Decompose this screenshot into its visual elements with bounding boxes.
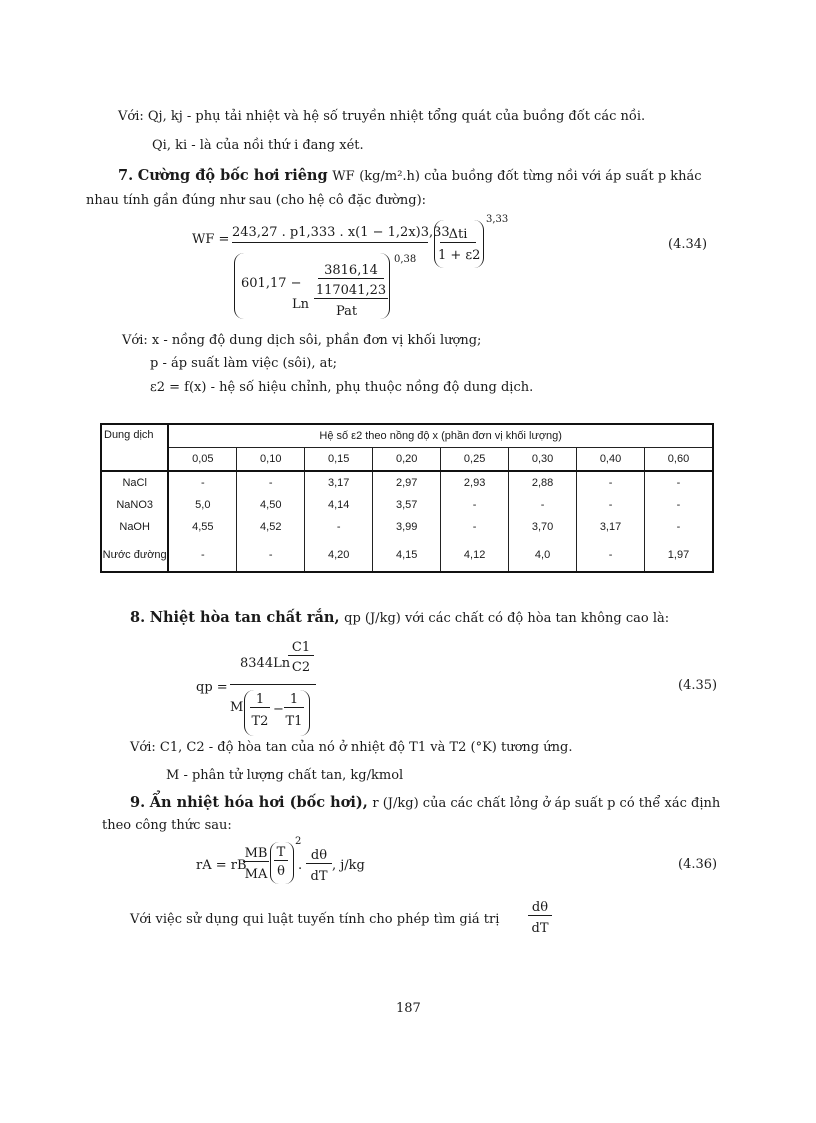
section-8-title: Nhiệt hòa tan chất rắn, xyxy=(149,609,340,626)
section-8-heading xyxy=(130,609,669,626)
eq-436-ma: MA xyxy=(244,867,268,882)
eq-434-number: (4.34) xyxy=(668,237,708,252)
table-cell: 3,70 xyxy=(509,516,577,538)
table-cell: 4,14 xyxy=(305,494,373,516)
section-9-heading xyxy=(130,794,720,811)
intro-line-1: Với: Qj, kj - phụ tải nhiệt và hệ số truyền nhiệt tổng quát của buồng đốt các nồi. xyxy=(118,109,646,124)
eq-435-t2: T2 xyxy=(251,714,269,729)
intro-line-2: Qi, ki - là của nồi thứ i đang xét. xyxy=(152,138,364,153)
eq-436-theta: θ xyxy=(277,864,285,879)
section-9-text-after: r (J/kg) của các chất lỏng ở áp suất p có thể xác định xyxy=(372,796,721,811)
eq-434-den-b: 3816,14 xyxy=(318,263,384,279)
table-col-header: 0,25 xyxy=(441,448,509,472)
table-cell: 4,0 xyxy=(509,538,577,572)
eq-436-left: rA = rB xyxy=(196,858,247,873)
closing-num: dθ xyxy=(528,900,552,916)
section-8-text-after: qp (J/kg) với các chất có độ hòa tan không cao là: xyxy=(344,611,670,626)
section-7-where-3: ε2 = f(x) - hệ số hiệu chỉnh, phụ thuộc nồng độ dung dịch. xyxy=(150,380,534,395)
eq-434-exp333: 3,33 xyxy=(486,214,509,225)
table-col-header: 0,40 xyxy=(577,448,645,472)
eq-434-left: WF = xyxy=(192,232,230,247)
eq-435-one-2: 1 xyxy=(284,692,304,708)
table-cell: 4,55 xyxy=(168,516,236,538)
eq-434-eps: 1 + ε2 xyxy=(438,248,481,263)
table-cell: - xyxy=(305,516,373,538)
eq-436-number: (4.36) xyxy=(678,857,718,872)
table-cell: - xyxy=(577,471,645,494)
table-col-header: 0,10 xyxy=(237,448,305,472)
table-cell: 4,20 xyxy=(305,538,373,572)
eq-435-top: 8344Ln xyxy=(240,656,291,671)
closing-den: dT xyxy=(531,921,549,936)
table-cell: - xyxy=(441,494,509,516)
table-row-label: NaOH xyxy=(101,516,168,538)
table-cell: - xyxy=(645,494,714,516)
section-7-text-line2: nhau tính gần đúng như sau (cho hệ cô đặc đường): xyxy=(86,193,427,208)
eq-435-t1: T1 xyxy=(285,714,303,729)
table-cell: 4,50 xyxy=(237,494,305,516)
section-7-heading xyxy=(118,167,702,184)
eq-435-minus: − xyxy=(273,702,284,717)
table-cell: 4,15 xyxy=(373,538,441,572)
section-9-text-line2: theo công thức sau: xyxy=(102,818,232,833)
table-cell: 4,12 xyxy=(441,538,509,572)
section-8-where-2: M - phân tử lượng chất tan, kg/kmol xyxy=(166,768,404,783)
eq-436-dT: dT xyxy=(310,869,328,884)
epsilon-table xyxy=(100,423,714,573)
table-cell: 2,93 xyxy=(441,471,509,494)
table-cell: - xyxy=(168,471,236,494)
section-9-title: Ẩn nhiệt hóa hơi (bốc hơi), xyxy=(149,794,368,811)
eq-436-t: T xyxy=(274,845,288,861)
section-7-where-2: p - áp suất làm việc (sôi), at; xyxy=(150,356,337,371)
section-7-number: 7. xyxy=(118,167,134,184)
table-cell: 5,0 xyxy=(168,494,236,516)
table-group-header: Hệ số ε2 theo nồng độ x (phần đơn vị khối lượng) xyxy=(168,424,713,448)
table-cell: 3,99 xyxy=(373,516,441,538)
table-cell: 2,97 xyxy=(373,471,441,494)
table-cell: 4,52 xyxy=(237,516,305,538)
eq-434-den-c: 117041,23 xyxy=(315,283,387,298)
eq-434-exp038: 0,38 xyxy=(394,254,417,265)
section-7-text-after: (kg/m².h) của buồng đốt từng nồi với áp suất p khác xyxy=(359,169,702,184)
section-8-where-1: Với: C1, C2 - độ hòa tan của nó ở nhiệt độ T1 và T2 (°K) tương ứng. xyxy=(130,740,573,755)
eq-435-one-1: 1 xyxy=(250,692,270,708)
table-cell: - xyxy=(237,471,305,494)
eq-434-dt: Δti xyxy=(440,227,476,243)
table-cell: - xyxy=(237,538,305,572)
eq-435-c2: C2 xyxy=(291,660,311,675)
section-9-number: 9. xyxy=(130,794,146,811)
table-cell: 3,17 xyxy=(577,516,645,538)
eq-436-mb: MB xyxy=(244,846,268,861)
eq-434-numerator: 243,27 . p1,333 . x(1 − 1,2x)3,33 xyxy=(232,225,428,243)
section-8-number: 8. xyxy=(130,609,146,626)
eq-436-dtheta: dθ xyxy=(306,848,332,864)
table-cell: - xyxy=(168,538,236,572)
table-cell: 2,88 xyxy=(509,471,577,494)
eq-436-unit: , j/kg xyxy=(332,858,365,873)
table-col-header: 0,30 xyxy=(509,448,577,472)
table-cell: - xyxy=(645,516,714,538)
table-col-header: 0,60 xyxy=(645,448,714,472)
section-7-title: Cường độ bốc hơi riêng xyxy=(137,167,328,184)
section-7-symbol: WF xyxy=(332,169,355,184)
table-row-label: NaCl xyxy=(101,471,168,494)
eq-435-left: qp = xyxy=(196,680,228,695)
table-cell: 3,57 xyxy=(373,494,441,516)
eq-435-number: (4.35) xyxy=(678,678,718,693)
eq-435-m: M xyxy=(230,700,244,715)
eq-435-c1: C1 xyxy=(288,640,314,656)
eq-434-den-ln: Ln xyxy=(292,297,310,312)
table-cell: - xyxy=(577,494,645,516)
eq-434-den-a: 601,17 − xyxy=(241,276,302,291)
table-col-header: 0,15 xyxy=(305,448,373,472)
section-7-where-1: Với: x - nồng độ dung dịch sôi, phần đơn vị khối lượng; xyxy=(122,333,482,348)
table-cell: - xyxy=(441,516,509,538)
table-corner-header: Dung dịch xyxy=(101,424,168,471)
eq-435-main-bar xyxy=(230,684,316,685)
eq-434-den-pat: Pat xyxy=(336,304,358,319)
table-col-header: 0,20 xyxy=(373,448,441,472)
section-9-closing: Với việc sử dụng qui luật tuyến tính cho phép tìm giá trị xyxy=(130,912,500,927)
eq-436-dot: . xyxy=(298,858,303,873)
eq-436-exp: 2 xyxy=(295,836,302,847)
table-cell: 3,17 xyxy=(305,471,373,494)
page-number: 187 xyxy=(396,1001,421,1016)
table-row-label: NaNO3 xyxy=(101,494,168,516)
table-cell: - xyxy=(509,494,577,516)
table-cell: - xyxy=(645,471,714,494)
table-cell: - xyxy=(577,538,645,572)
table-cell: 1,97 xyxy=(645,538,714,572)
table-row-label: Nước đường xyxy=(101,538,168,572)
table-col-header: 0,05 xyxy=(168,448,236,472)
